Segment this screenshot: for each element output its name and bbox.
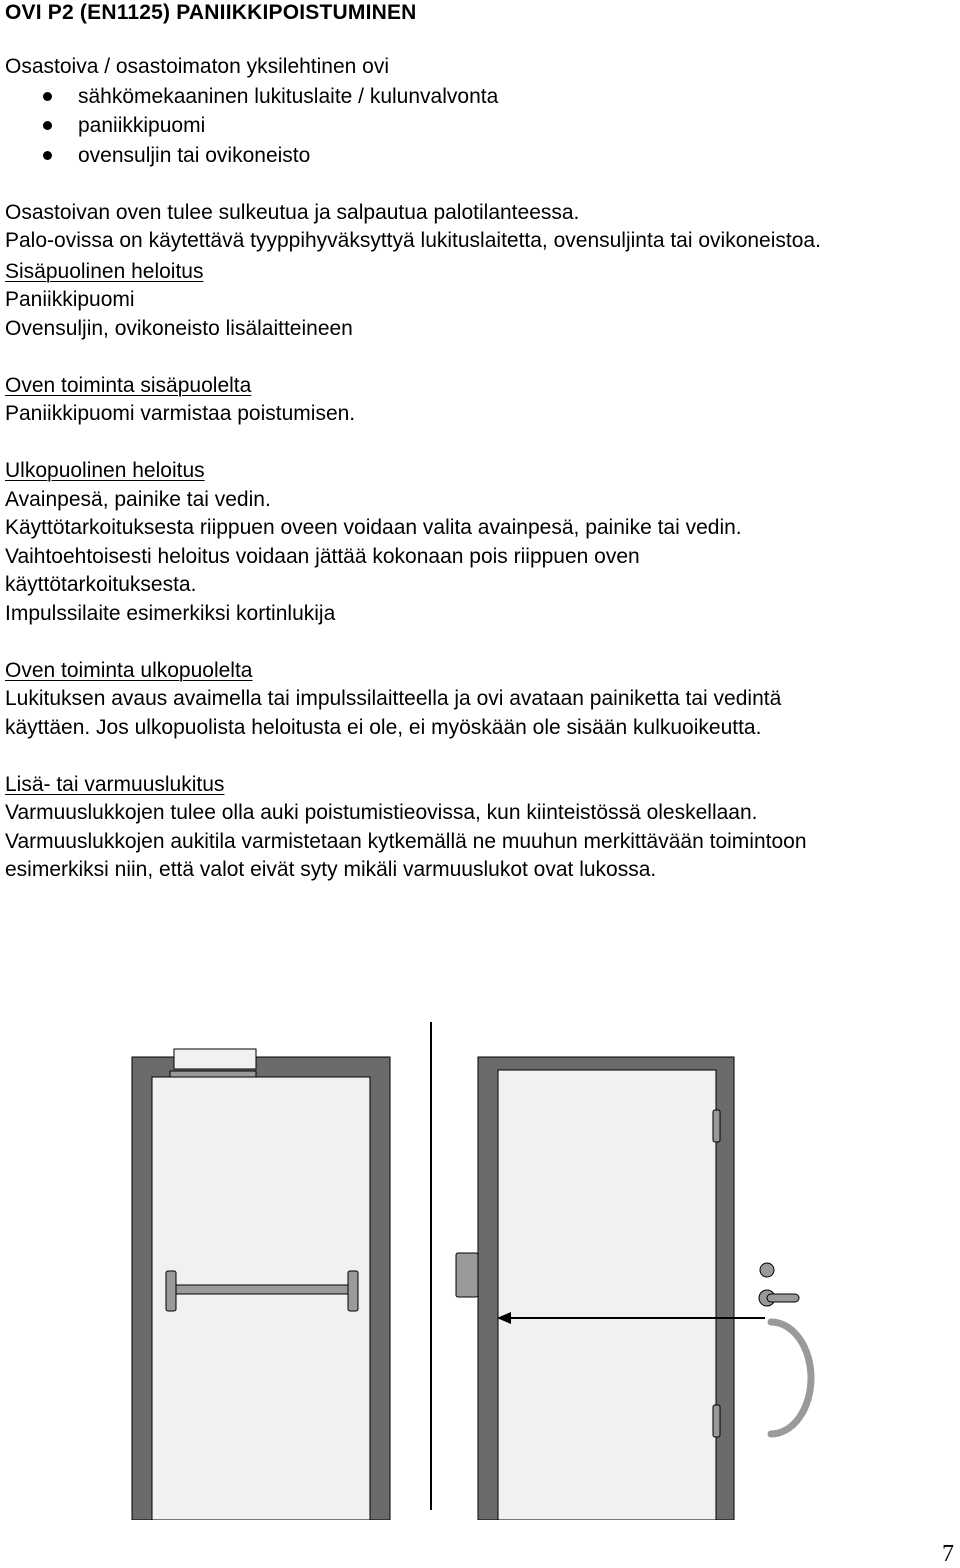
- panic-bar: [168, 1285, 356, 1294]
- bullet-list: [5, 82, 955, 171]
- paragraph-line: Osastoivan oven tulee sulkeutua ja salpautua palotilanteessa.: [5, 200, 580, 224]
- paragraph-line: Palo-ovissa on käytettävä tyyppihyväksyttyä lukituslaitetta, ovensuljinta tai ovikoneistoa.: [5, 229, 821, 252]
- panic-bar-end-right: [348, 1271, 358, 1311]
- list-item: [5, 82, 955, 112]
- section-line: Käyttötarkoituksesta riippuen oveen voidaan valita avainpesä, painike tai vedin.: [5, 516, 742, 539]
- hinge-icon: [713, 1405, 720, 1437]
- pull-handle-icon: [771, 1322, 811, 1434]
- list-item: [5, 111, 955, 141]
- list-item-text: sähkömekaaninen lukituslaite / kulunvalvonta: [78, 84, 499, 108]
- section-line: Varmuuslukkojen tulee olla auki poistumistieovissa, kun kiinteistössä oleskellaan.: [5, 801, 758, 824]
- list-item-text: ovensuljin tai ovikoneisto: [78, 143, 311, 167]
- door-illustration: [120, 1010, 840, 1520]
- panic-bar-end-left: [166, 1271, 176, 1311]
- document-body: [5, 53, 955, 885]
- section-line: Lukituksen avaus avaimella tai impulssilaitteella ja ovi avataan painiketta tai vedintä: [5, 687, 782, 710]
- page-title: OVI P2 (EN1125) PANIIKKIPOISTUMINEN: [5, 1, 417, 24]
- section-line: esimerkiksi niin, että valot eivät syty mikäli varmuuslukot ovat lukossa.: [5, 858, 657, 881]
- section-line: Varmuuslukkojen aukitila varmistetaan kytkemällä ne muuhun merkittävään toimintoon: [5, 829, 807, 853]
- hinge-icon: [713, 1110, 720, 1142]
- list-item: [5, 141, 955, 171]
- section-line: Ovensuljin, ovikoneisto lisälaitteineen: [5, 316, 353, 340]
- intro-line: Osastoiva / osastoimaton yksilehtinen ovi: [5, 55, 390, 78]
- key-cylinder-icon: [760, 1263, 774, 1277]
- door-leaf: [152, 1077, 370, 1520]
- section-heading: Lisä- tai varmuuslukitus: [5, 772, 225, 796]
- bullet-icon: [43, 92, 52, 101]
- section-heading: Ulkopuolinen heloitus: [5, 459, 205, 482]
- section-line: Impulssilaite esimerkiksi kortinlukija: [5, 601, 336, 625]
- bullet-icon: [43, 151, 52, 160]
- bullet-icon: [43, 121, 52, 130]
- closer-arm: [170, 1071, 256, 1077]
- panic-bar-door-icon: [132, 1049, 390, 1520]
- section-line: Vaihtoehtoisesti heloitus voidaan jättää kokonaan pois riippuen oven: [5, 544, 640, 568]
- section-line: käyttäen. Jos ulkopuolista heloitusta ei ole, ei myöskään ole sisään kulkuoikeutta.: [5, 715, 762, 739]
- page-number: 7: [942, 1541, 954, 1567]
- door-closer-icon: [174, 1049, 256, 1069]
- section-line: käyttötarkoituksesta.: [5, 573, 197, 596]
- section-heading: Sisäpuolinen heloitus: [5, 259, 204, 283]
- section-heading: Oven toiminta sisäpuolelta: [5, 373, 252, 397]
- list-item-text: paniikkipuomi: [78, 114, 206, 137]
- section-line: Avainpesä, painike tai vedin.: [5, 487, 271, 511]
- door-handle-icon: [767, 1294, 799, 1302]
- outside-door-with-handle-icon: [456, 1057, 811, 1520]
- card-reader-icon: [456, 1253, 478, 1297]
- section-line: Paniikkipuomi varmistaa poistumisen.: [5, 402, 356, 425]
- section-line: Paniikkipuomi: [5, 288, 135, 311]
- section-heading: Oven toiminta ulkopuolelta: [5, 658, 253, 682]
- door-leaf: [498, 1070, 716, 1520]
